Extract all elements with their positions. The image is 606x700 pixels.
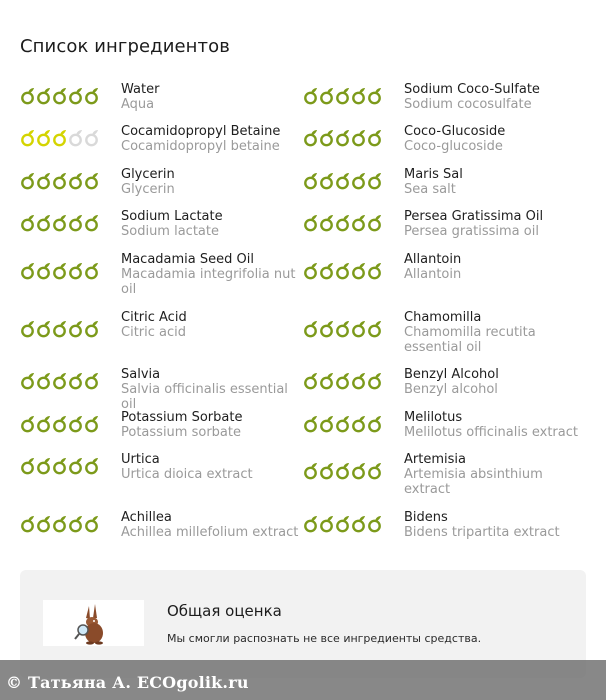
rating-leaf-filled-icon (351, 415, 366, 433)
ingredient-rating (303, 320, 382, 338)
ingredient-rating (303, 372, 382, 390)
rating-leaf-filled-icon (68, 415, 83, 433)
rating-leaf-filled-icon (84, 415, 99, 433)
ingredient-latin-name: Salvia officinalis essential oil (121, 382, 288, 412)
rating-leaf-filled-icon (367, 172, 382, 190)
ingredient-latin-name: Potassium sorbate (121, 425, 241, 440)
rating-leaf-filled-icon (335, 372, 350, 390)
rating-leaf-empty-icon (68, 129, 83, 147)
rating-leaf-filled-icon (20, 457, 35, 475)
rating-leaf-filled-icon (351, 172, 366, 190)
rating-leaf-filled-icon (319, 262, 334, 280)
rating-leaf-filled-icon (68, 262, 83, 280)
rating-leaf-filled-icon (367, 262, 382, 280)
ingredient-name: Salvia (121, 367, 161, 382)
ingredient-rating (303, 87, 382, 105)
ingredient-latin-name: Macadamia integrifolia nut oil (121, 267, 296, 297)
rating-leaf-empty-icon (84, 129, 99, 147)
rating-leaf-filled-icon (335, 462, 350, 480)
watermark-text: © Татьяна А. ECOgolik.ru (6, 673, 249, 692)
rating-leaf-filled-icon (68, 87, 83, 105)
rating-leaf-filled-icon (52, 515, 67, 533)
rating-leaf-filled-icon (367, 462, 382, 480)
ingredient-rating (303, 515, 382, 533)
ingredient-name: Maris Sal (404, 167, 463, 182)
rating-leaf-filled-icon (351, 372, 366, 390)
rating-leaf-filled-icon (52, 172, 67, 190)
ingredient-name: Bidens (404, 510, 448, 525)
rating-leaf-filled-icon (367, 415, 382, 433)
ingredient-name: Allantoin (404, 252, 462, 267)
rating-leaf-filled-icon (84, 320, 99, 338)
ingredient-name: Coco-Glucoside (404, 124, 506, 139)
rating-leaf-filled-icon (84, 87, 99, 105)
rating-leaf-filled-icon (319, 320, 334, 338)
ingredient-latin-name: Bidens tripartita extract (404, 525, 560, 540)
rating-leaf-filled-icon (367, 214, 382, 232)
rating-leaf-filled-icon (303, 262, 318, 280)
ingredient-name: Urtica (121, 452, 160, 467)
rating-leaf-filled-icon (52, 87, 67, 105)
ingredient-rating (20, 262, 99, 280)
rating-leaf-filled-icon (36, 372, 51, 390)
ingredient-latin-name: Persea gratissima oil (404, 224, 539, 239)
ingredient-name: Sodium Coco-Sulfate (404, 82, 540, 97)
ingredient-latin-name: Sea salt (404, 182, 456, 197)
ingredient-latin-name: Artemisia absinthium extract (404, 467, 543, 497)
rating-leaf-filled-icon (84, 457, 99, 475)
rating-leaf-filled-icon (84, 515, 99, 533)
rating-leaf-filled-icon (52, 457, 67, 475)
ingredient-rating (303, 462, 382, 480)
ingredient-latin-name: Citric acid (121, 325, 186, 340)
rating-leaf-filled-icon (319, 372, 334, 390)
ingredient-rating (20, 515, 99, 533)
rating-leaf-filled-icon (52, 320, 67, 338)
rabbit-with-magnifier-icon (43, 600, 144, 646)
rating-leaf-filled-icon (20, 372, 35, 390)
ingredient-name: Melilotus (404, 410, 463, 425)
rating-leaf-filled-icon (303, 372, 318, 390)
ingredient-latin-name: Achillea millefolium extract (121, 525, 299, 540)
rating-leaf-filled-icon (303, 214, 318, 232)
rating-leaf-filled-icon (84, 172, 99, 190)
rating-leaf-filled-icon (303, 515, 318, 533)
rating-leaf-filled-icon (36, 457, 51, 475)
ingredient-rating (20, 320, 99, 338)
rating-leaf-filled-icon (36, 87, 51, 105)
ingredient-rating (303, 129, 382, 147)
rating-leaf-filled-icon (319, 462, 334, 480)
rating-leaf-filled-icon (335, 320, 350, 338)
rating-leaf-filled-icon (303, 462, 318, 480)
rating-leaf-filled-icon (84, 262, 99, 280)
rating-leaf-filled-icon (367, 515, 382, 533)
ingredient-rating (303, 172, 382, 190)
rating-leaf-filled-icon (68, 457, 83, 475)
rating-leaf-filled-icon (20, 515, 35, 533)
ingredient-name: Water (121, 82, 160, 97)
rating-leaf-filled-icon (319, 515, 334, 533)
ingredient-rating (20, 214, 99, 232)
watermark (0, 660, 606, 700)
rating-leaf-filled-icon (335, 415, 350, 433)
ingredient-latin-name: Aqua (121, 97, 155, 112)
ingredient-name: Persea Gratissima Oil (404, 209, 544, 224)
rating-leaf-filled-icon (303, 129, 318, 147)
ingredient-name: Cocamidopropyl Betaine (121, 124, 281, 139)
rating-leaf-filled-icon (20, 214, 35, 232)
ingredient-rating (20, 172, 99, 190)
rating-leaf-filled-icon (351, 462, 366, 480)
rating-leaf-filled-icon (36, 415, 51, 433)
overall-rating-title: Общая оценка (167, 602, 282, 620)
ingredient-name: Potassium Sorbate (121, 410, 243, 425)
ingredient-latin-name: Chamomilla recutita essential oil (404, 325, 536, 355)
rating-leaf-filled-icon (303, 415, 318, 433)
ingredient-name: Citric Acid (121, 310, 187, 325)
rating-leaf-filled-icon (335, 87, 350, 105)
ingredient-latin-name: Benzyl alcohol (404, 382, 498, 397)
rating-leaf-filled-icon (36, 172, 51, 190)
ingredient-latin-name: Glycerin (121, 182, 175, 197)
rating-leaf-filled-icon (52, 415, 67, 433)
rating-leaf-filled-icon (335, 214, 350, 232)
rating-leaf-filled-icon (20, 320, 35, 338)
rating-leaf-filled-icon (36, 129, 51, 147)
rating-leaf-filled-icon (335, 262, 350, 280)
ingredient-name: Sodium Lactate (121, 209, 223, 224)
rating-leaf-filled-icon (335, 129, 350, 147)
rating-leaf-filled-icon (367, 320, 382, 338)
ingredient-latin-name: Cocamidopropyl betaine (121, 139, 280, 154)
rating-leaf-filled-icon (335, 515, 350, 533)
rating-leaf-filled-icon (52, 129, 67, 147)
rating-leaf-filled-icon (367, 87, 382, 105)
ingredient-latin-name: Melilotus officinalis extract (404, 425, 578, 440)
ingredient-rating (303, 415, 382, 433)
rating-leaf-filled-icon (84, 372, 99, 390)
ingredient-name: Chamomilla (404, 310, 482, 325)
rating-leaf-filled-icon (351, 87, 366, 105)
rating-leaf-filled-icon (367, 372, 382, 390)
rating-leaf-filled-icon (52, 262, 67, 280)
rating-leaf-filled-icon (68, 172, 83, 190)
rating-leaf-filled-icon (319, 129, 334, 147)
rating-leaf-filled-icon (20, 262, 35, 280)
rating-leaf-filled-icon (367, 129, 382, 147)
rating-leaf-filled-icon (319, 172, 334, 190)
rating-leaf-filled-icon (351, 262, 366, 280)
ingredient-rating (303, 214, 382, 232)
rating-leaf-filled-icon (52, 214, 67, 232)
rating-leaf-filled-icon (36, 214, 51, 232)
rating-leaf-filled-icon (68, 320, 83, 338)
rating-leaf-filled-icon (68, 515, 83, 533)
rating-leaf-filled-icon (36, 320, 51, 338)
rating-leaf-filled-icon (351, 129, 366, 147)
ingredient-name: Benzyl Alcohol (404, 367, 499, 382)
rating-leaf-filled-icon (319, 415, 334, 433)
rating-leaf-filled-icon (68, 372, 83, 390)
rating-leaf-filled-icon (351, 515, 366, 533)
rating-leaf-filled-icon (303, 87, 318, 105)
ingredient-latin-name: Sodium cocosulfate (404, 97, 532, 112)
rating-leaf-filled-icon (20, 172, 35, 190)
rating-leaf-filled-icon (351, 214, 366, 232)
ingredient-name: Artemisia (404, 452, 466, 467)
rating-leaf-filled-icon (52, 372, 67, 390)
ingredient-latin-name: Urtica dioica extract (121, 467, 253, 482)
ingredient-latin-name: Coco-glucoside (404, 139, 503, 154)
rating-leaf-filled-icon (36, 515, 51, 533)
rating-leaf-filled-icon (20, 415, 35, 433)
page-title: Список ингредиентов (20, 36, 230, 57)
ingredient-rating (20, 457, 99, 475)
ingredient-name: Glycerin (121, 167, 175, 182)
ingredient-rating (20, 129, 99, 147)
rating-leaf-filled-icon (351, 320, 366, 338)
rating-leaf-filled-icon (20, 87, 35, 105)
rating-leaf-filled-icon (303, 320, 318, 338)
ingredient-rating (20, 372, 99, 390)
rating-leaf-filled-icon (84, 214, 99, 232)
rating-leaf-filled-icon (36, 262, 51, 280)
ingredient-name: Macadamia Seed Oil (121, 252, 254, 267)
ingredient-rating (20, 87, 99, 105)
rating-leaf-filled-icon (68, 214, 83, 232)
ingredient-rating (20, 415, 99, 433)
rating-leaf-filled-icon (319, 214, 334, 232)
ingredient-name: Achillea (121, 510, 172, 525)
overall-rating-text: Мы смогли распознать не все ингредиенты средства. (167, 632, 482, 645)
rating-leaf-filled-icon (20, 129, 35, 147)
ingredient-rating (303, 262, 382, 280)
ingredient-latin-name: Allantoin (404, 267, 462, 282)
rating-leaf-filled-icon (319, 87, 334, 105)
rating-leaf-filled-icon (303, 172, 318, 190)
rating-leaf-filled-icon (335, 172, 350, 190)
ingredient-latin-name: Sodium lactate (121, 224, 219, 239)
